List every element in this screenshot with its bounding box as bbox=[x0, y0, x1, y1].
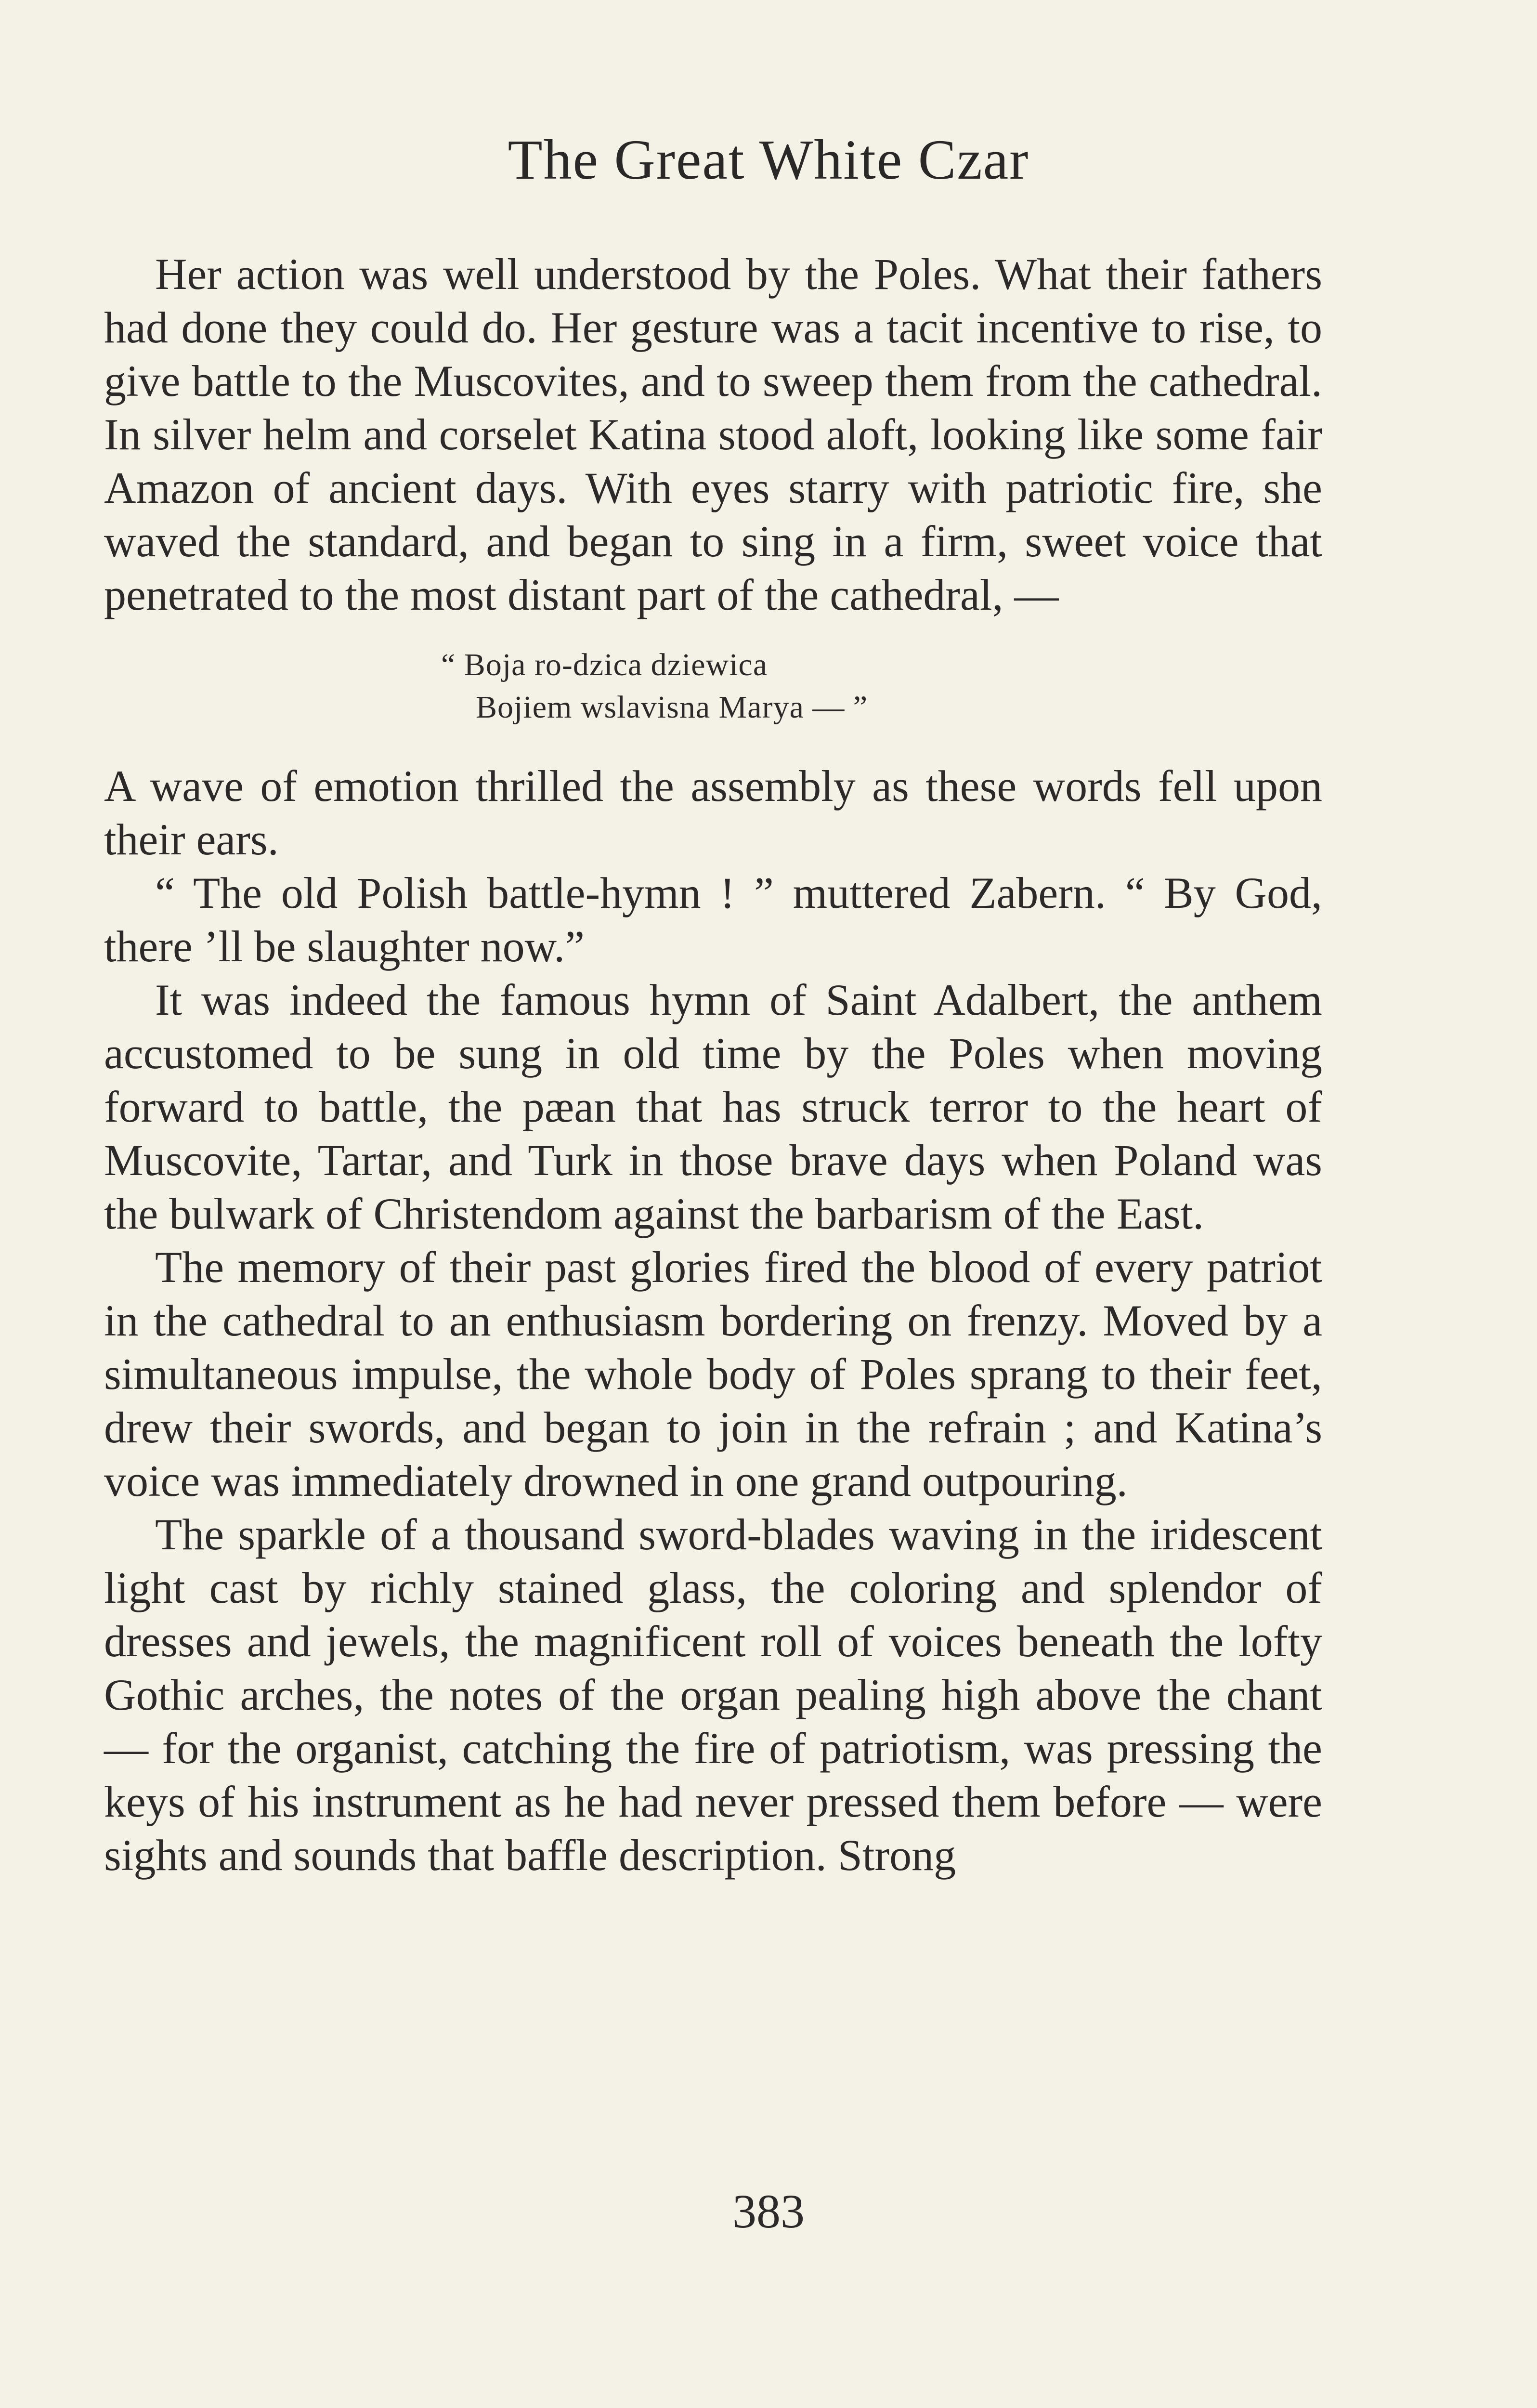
hymn-line-2: Bojiem wslavisna Marya — ” bbox=[476, 690, 868, 725]
paragraph-saint-adalbert: It was indeed the famous hymn of Saint Adalbert, the anthem accustomed to be sung in old time by the Poles when moving forward to battle, the pæan that has struck terror to the heart of Muscovite, Tartar, and Turk in those brave days when Poland was the bulwark of Christendom against the barbarism of the East. bbox=[104, 975, 1322, 1238]
paragraph-zabern-quote: “ The old Polish battle-hymn ! ” muttered Zabern. “ By God, there ’ll be slaughter now.” bbox=[104, 868, 1322, 971]
paragraph-sword-blades: The sparkle of a thousand sword-blades waving in the iridescent light cast by richly stained glass, the coloring and splendor of dresses and jewels, the magnificent roll of voices beneath the lofty Gothic arches, the notes of the organ pealing high above the chant — for the organist, catching the fire of patriotism, was pressing the keys of his instrument as he had never pressed them before — were sights and sounds that baffle description. Strong bbox=[104, 1510, 1322, 1880]
paragraph-past-glories: The memory of their past glories fired the blood of every patriot in the cathedral to an enthusiasm bordering on frenzy. Moved by a simultaneous impulse, the whole body of Poles sprang to their feet, drew their swords, and began to join in the refrain ; and Katina’s voice was immediately drowned in one grand outpouring. bbox=[104, 1243, 1322, 1505]
running-head: The Great White Czar bbox=[508, 128, 1029, 191]
paragraph-katina-sings: Her action was well understood by the Poles. What their fathers had done they could do. Her gesture was a tacit incentive to rise, to give battle to the Muscovites, and to sweep them from the cathedral. In silver helm and corselet Katina stood aloft, looking like some fair Amazon of ancient days. With eyes starry with patriotic fire, she waved the standard, and began to sing in a firm, sweet voice that penetrated to the most distant part of the cathedral, — bbox=[104, 249, 1322, 619]
hymn-quotation bbox=[104, 644, 1322, 729]
body-text bbox=[104, 248, 1322, 1882]
paragraph-wave-of-emotion: A wave of emotion thrilled the assembly as these words fell upon their ears. bbox=[104, 761, 1322, 864]
page-number: 383 bbox=[732, 2185, 805, 2238]
hymn-line-1: “ Boja ro-dzica dziewica bbox=[441, 647, 768, 682]
